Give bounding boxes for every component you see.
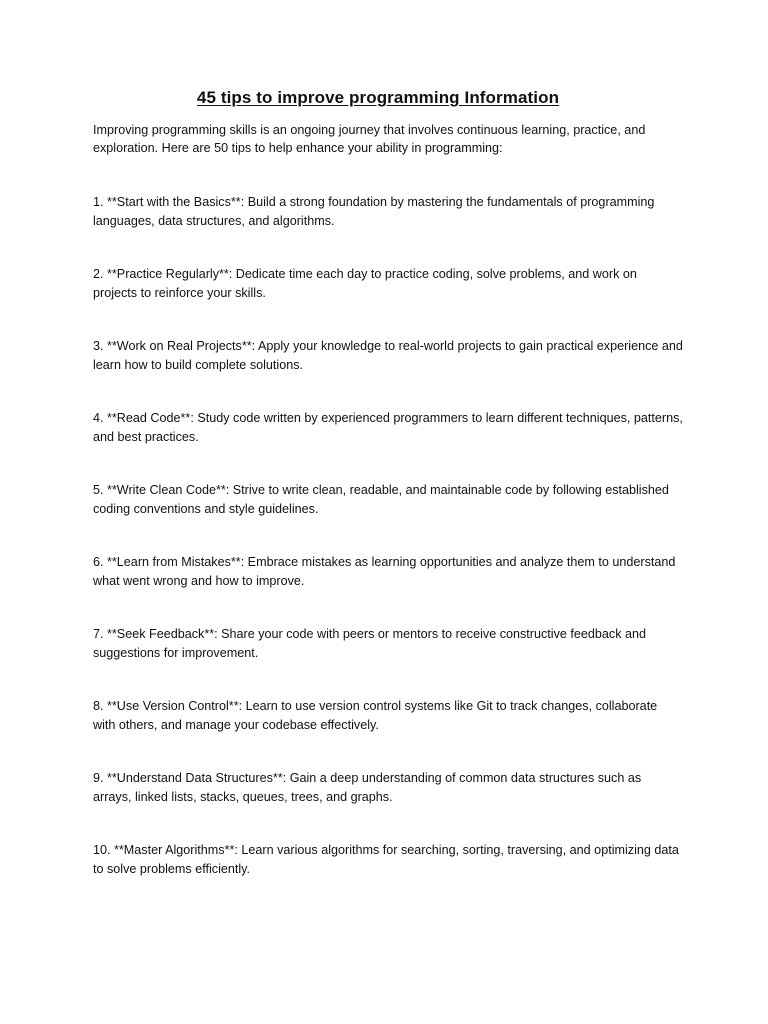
tip-item-4: 4. **Read Code**: Study code written by experienced programmers to learn different techniques, patterns, and best practices.	[93, 411, 683, 444]
tip-item-7: 7. **Seek Feedback**: Share your code with peers or mentors to receive constructive feedback and suggestions for improvement.	[93, 627, 647, 660]
tip-item-9: 9. **Understand Data Structures**: Gain a deep understanding of common data structures such as arrays, linked lists, stacks, queues, trees, and graphs.	[93, 771, 642, 804]
tip-item-1: 1. **Start with the Basics**: Build a strong foundation by mastering the fundamentals of programming languages, data structures, and algorithms.	[93, 195, 655, 228]
tip-item-5: 5. **Write Clean Code**: Strive to write clean, readable, and maintainable code by following established coding conventions and style guidelines.	[93, 483, 669, 516]
tip-item-3: 3. **Work on Real Projects**: Apply your knowledge to real-world projects to gain practical experience and learn how to build complete solutions.	[93, 339, 683, 372]
intro-paragraph: Improving programming skills is an ongoing journey that involves continuous learning, practice, and exploration. Here are 50 tips to help enhance your ability in programming:	[93, 123, 646, 156]
tip-item-2: 2. **Practice Regularly**: Dedicate time each day to practice coding, solve problems, and work on projects to reinforce your skills.	[93, 267, 637, 300]
tip-item-8: 8. **Use Version Control**: Learn to use version control systems like Git to track changes, collaborate with others, and manage your codebase effectively.	[93, 699, 658, 732]
tip-item-6: 6. **Learn from Mistakes**: Embrace mistakes as learning opportunities and analyze them to understand what went wrong and how to improve.	[93, 555, 676, 588]
document-title: 45 tips to improve programming Information	[196, 88, 560, 107]
tip-item-10: 10. **Master Algorithms**: Learn various algorithms for searching, sorting, traversing, and optimizing data to solve problems efficiently.	[93, 843, 679, 876]
document-body	[93, 121, 683, 913]
